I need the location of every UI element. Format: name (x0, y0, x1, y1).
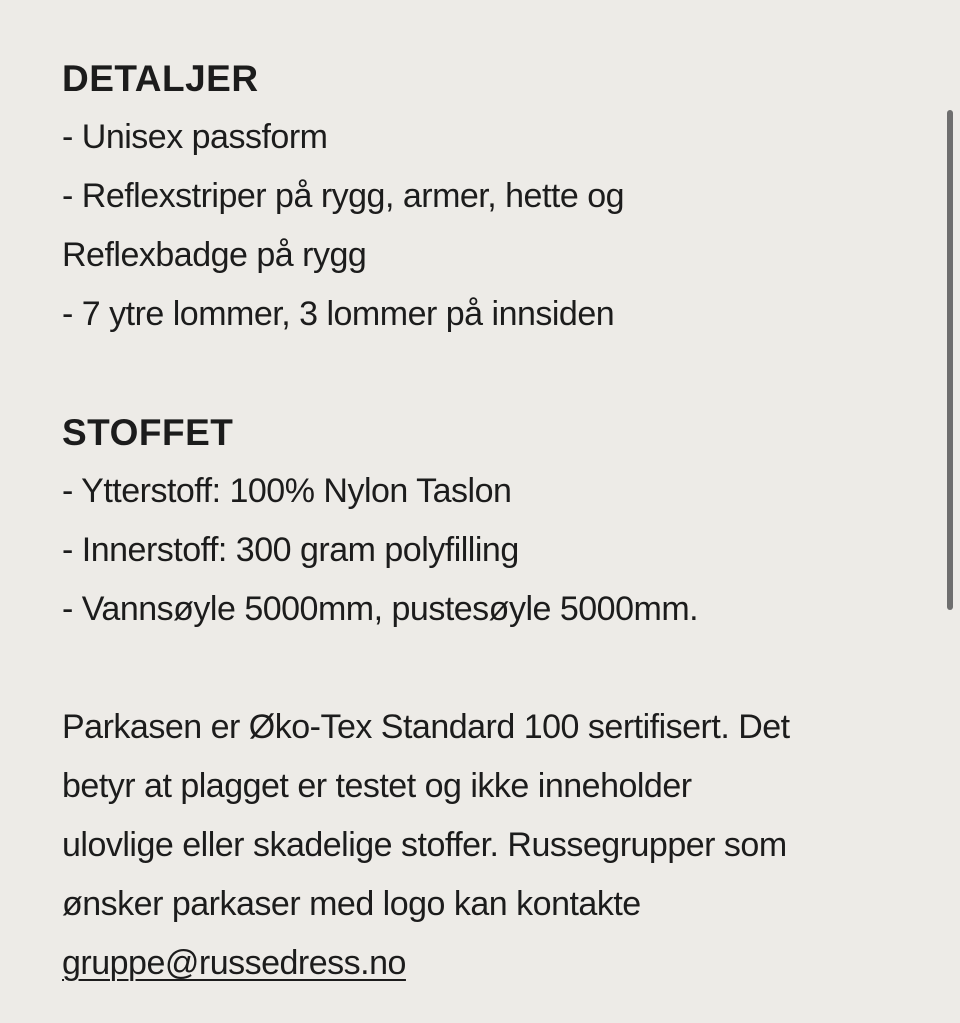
certification-line: ulovlige eller skadelige stoffer. Russegrupper som (62, 826, 787, 864)
certification-line: betyr at plagget er testet og ikke inneholder (62, 767, 692, 805)
section-spacer (62, 639, 912, 698)
fabric-line: - Vannsøyle 5000mm, pustesøyle 5000mm. (62, 590, 699, 628)
details-line: Reflexbadge på rygg (62, 236, 367, 274)
vertical-scrollbar[interactable] (947, 110, 953, 610)
fabric-heading: STOFFET (62, 412, 234, 453)
fabric-line: - Ytterstoff: 100% Nylon Taslon (62, 472, 512, 510)
section-spacer (62, 344, 912, 403)
details-section (62, 49, 912, 344)
product-description (62, 49, 912, 993)
fabric-line: - Innerstoff: 300 gram polyfilling (62, 531, 519, 569)
details-line: - Unisex passform (62, 118, 328, 156)
certification-line: Parkasen er Øko-Tex Standard 100 sertifisert. Det (62, 708, 790, 746)
certification-section (62, 698, 912, 993)
fabric-section (62, 403, 912, 639)
details-line: - 7 ytre lommer, 3 lommer på innsiden (62, 295, 615, 333)
details-line: - Reflexstriper på rygg, armer, hette og (62, 177, 625, 215)
email-line (62, 934, 912, 993)
certification-line: ønsker parkaser med logo kan kontakte (62, 885, 641, 923)
contact-email-link[interactable]: gruppe@russedress.no (62, 944, 406, 982)
details-heading: DETALJER (62, 58, 259, 99)
